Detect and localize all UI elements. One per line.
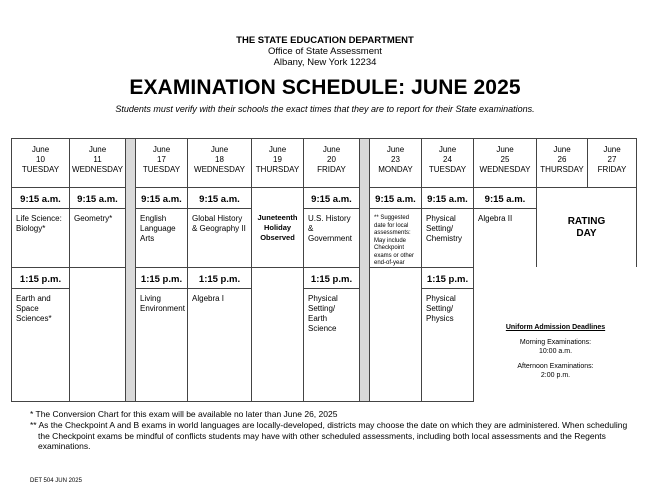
exam-algebra-i: Algebra I [187,288,252,402]
day-header-jun26: June 26 THURSDAY [536,138,588,188]
footnote-checkpoint-exams: ** As the Checkpoint A and B exams in world languages are locally-developed, districts may choose the date on which they are administered. When scheduling the Checkpoint exams be mindful of conflicts students may have with other scheduled assessments, including both local assessments and the Regents examinations. [30,420,628,451]
day-header-jun27: June 27 FRIDAY [587,138,637,188]
exam-earth-space-sciences: Earth and Space Sciences* [11,288,70,402]
morning-time-jun17: 9:15 a.m. [135,187,188,209]
morning-time-jun11: 9:15 a.m. [69,187,126,209]
rating-day-label: RATING DAY [567,216,606,239]
empty-cell-jun19-afternoon [251,267,304,402]
afternoon-admission-label: Afternoon Examinations: [517,363,594,370]
office-address: Albany, New York 12234 [273,57,377,68]
morning-time-jun24: 9:15 a.m. [421,187,474,209]
morning-time-jun23: 9:15 a.m. [369,187,422,209]
day-header-jun19: June 19 THURSDAY [251,138,304,188]
exam-physical-setting-chemistry: Physical Setting/ Chemistry [421,208,474,268]
exam-english-language-arts: English Language Arts [135,208,188,268]
uniform-admission-heading: Uniform Admission Deadlines [505,324,606,331]
afternoon-time-jun24: 1:15 p.m. [421,267,474,289]
afternoon-time-jun18: 1:15 p.m. [187,267,252,289]
morning-admission-time: 10:00 a.m. [538,348,573,355]
exam-geometry: Geometry* [69,208,126,268]
exam-life-science-biology: Life Science: Biology* [11,208,70,268]
day-header-jun20: June 20 FRIDAY [303,138,360,188]
afternoon-time-jun20: 1:15 p.m. [303,267,360,289]
day-header-jun25: June 25 WEDNESDAY [473,138,537,188]
afternoon-admission-time: 2:00 p.m. [540,372,571,379]
exam-algebra-ii: Algebra II [473,208,537,268]
exam-living-environment: Living Environment [135,288,188,402]
exam-physical-setting-physics: Physical Setting/ Physics [421,288,474,402]
empty-cell-jun23-afternoon [369,267,422,402]
morning-time-jun10: 9:15 a.m. [11,187,70,209]
exam-us-history-government: U.S. History & Government [303,208,360,268]
day-header-jun18: June 18 WEDNESDAY [187,138,252,188]
office-name: Office of State Assessment [268,46,382,57]
uniform-admission-deadlines [473,267,637,402]
local-assessment-note: ** Suggested date for local assessments: May include Checkpoint exams or other end-of-year [369,208,422,268]
footnote-conversion-chart: * The Conversion Chart for this exam will be available no later than June 26, 2025 [30,409,338,419]
day-header-jun23: June 23 MONDAY [369,138,422,188]
day-header-jun24: June 24 TUESDAY [421,138,474,188]
page-subtitle: Students must verify with their schools the exact times that they are to report for their State examinations. [115,104,535,114]
empty-cell-jun11-afternoon [69,267,126,402]
afternoon-time-jun17: 1:15 p.m. [135,267,188,289]
exam-global-history-geography: Global History & Geography II [187,208,252,268]
department-name: THE STATE EDUCATION DEPARTMENT [236,35,414,46]
day-header-jun17: June 17 TUESDAY [135,138,188,188]
morning-admission-label: Morning Examinations: [519,339,592,346]
juneteenth-holiday-cell: Juneteenth Holiday Observed [251,187,304,269]
morning-time-jun25: 9:15 a.m. [473,187,537,209]
day-header-jun10: June 10 TUESDAY [11,138,70,188]
exam-physical-setting-earth-science: Physical Setting/ Earth Science [303,288,360,402]
day-header-jun11: June 11 WEDNESDAY [69,138,126,188]
rating-day-cell [536,187,637,269]
afternoon-time-jun10: 1:15 p.m. [11,267,70,289]
page-title: EXAMINATION SCHEDULE: JUNE 2025 [129,76,521,99]
morning-time-jun20: 9:15 a.m. [303,187,360,209]
document-code: DET 504 JUN 2025 [30,478,82,484]
morning-time-jun18: 9:15 a.m. [187,187,252,209]
